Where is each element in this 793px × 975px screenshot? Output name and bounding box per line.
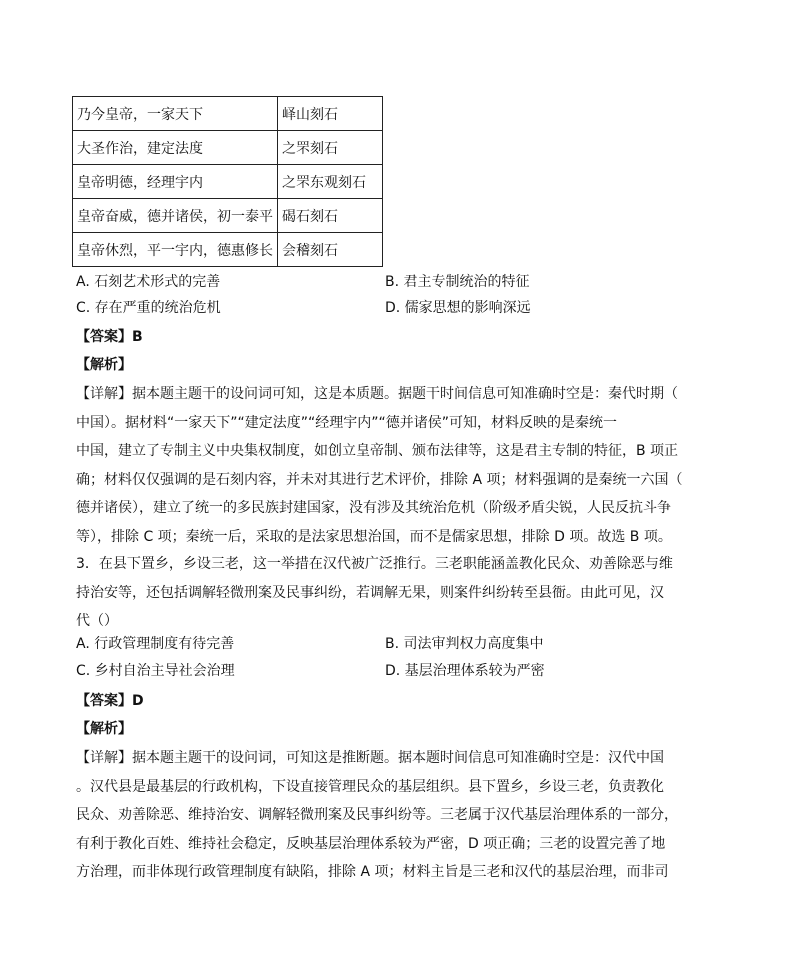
q2-detail-line: 确；材料仅仅强调的是石刻内容，并未对其进行艺术评价，排除 A 项；材料强调的是秦统一六国（ xyxy=(76,471,683,488)
table-cell-source: 会稽刻石 xyxy=(278,233,383,267)
table-cell-text: 皇帝奋威，德并诸侯，初一泰平 xyxy=(73,199,278,233)
q2-option-d: D. 儒家思想的影响深远 xyxy=(385,300,531,316)
q2-detail-line: 【详解】据本题主题干的设问词可知，这是本质题。据题干时间信息可知准确时空是：秦代时期（ xyxy=(76,386,678,402)
q3-option-c: C. 乡村自治主导社会治理 xyxy=(76,663,235,679)
q3-detail-paragraph xyxy=(76,744,676,887)
q2-option-b: B. 君主专制统治的特征 xyxy=(385,274,530,290)
q3-detail-line: 方治理，而非体现行政管理制度有缺陷，排除 A 项；材料主旨是三老和汉代的基层治理，而非司 xyxy=(76,864,669,880)
q3-option-b: B. 司法审判权力高度集中 xyxy=(385,636,544,652)
table-cell-text: 乃今皇帝，一家天下 xyxy=(73,97,278,131)
inscription-table xyxy=(72,96,383,267)
table-row xyxy=(73,131,383,165)
q3-detail-line: 。汉代县是最基层的行政机构，下设直接管理民众的基层组织。县下置乡，乡设三老，负责教化 xyxy=(76,778,664,795)
q3-stem-line: 3．在县下置乡，乡设三老，这一举措在汉代被广泛推行。三老职能涵盖教化民众、劝善除恶与维 xyxy=(76,556,673,572)
q2-answer-label: 【答案】B xyxy=(76,329,143,345)
q3-detail-line: 【详解】据本题主题干的设问词，可知这是推断题。据本题时间信息可知准确时空是：汉代中国 xyxy=(76,750,664,766)
table-cell-source: 峄山刻石 xyxy=(278,97,383,131)
table-cell-source: 之罘东观刻石 xyxy=(278,165,383,199)
table-cell-text: 皇帝明德，经理宇内 xyxy=(73,165,278,199)
q2-option-a: A. 石刻艺术形式的完善 xyxy=(76,274,221,290)
q3-stem-line: 持治安等，还包括调解轻微刑案及民事纠纷，若调解无果，则案件纠纷转至县衙。由此可见，汉 xyxy=(76,584,664,601)
q3-option-a: A. 行政管理制度有待完善 xyxy=(76,636,235,652)
q3-analysis-label: 【解析】 xyxy=(76,721,132,737)
q2-detail-line: 中国）。据材料“一家天下”“建定法度”“经理宇内”“德并诸侯”可知，材料反映的是秦统一 xyxy=(76,414,618,431)
table-row xyxy=(73,199,383,233)
table-cell-source: 碣石刻石 xyxy=(278,199,383,233)
q3-detail-line: 有利于教化百姓、维持社会稳定，反映基层治理体系较为严密，D 项正确；三老的设置完善了地 xyxy=(76,835,666,852)
q2-detail-line: 中国，建立了专制主义中央集权制度，如创立皇帝制、颁布法律等，这是君主专制的特征，B 项正 xyxy=(76,443,679,459)
table-cell-text: 大圣作治，建定法度 xyxy=(73,131,278,165)
table-cell-text: 皇帝休烈，平一宇内，德惠修长 xyxy=(73,233,278,267)
q2-analysis-label: 【解析】 xyxy=(76,357,132,373)
q3-stem-line: 代（） xyxy=(76,613,118,629)
q2-detail-line: 德并诸侯），建立了统一的多民族封建国家，没有涉及其统治危机（阶级矛盾尖锐，人民反抗斗争 xyxy=(76,500,671,516)
table-cell-source: 之罘刻石 xyxy=(278,131,383,165)
table-row xyxy=(73,97,383,131)
q2-detail-paragraph xyxy=(76,380,683,551)
q3-stem xyxy=(76,550,676,636)
table-row xyxy=(73,165,383,199)
q3-detail-line: 民众、劝善除恶、维持治安、调解轻微刑案及民事纠纷等。三老属于汉代基层治理体系的一部分， xyxy=(76,807,678,823)
q2-detail-line: 等），排除 C 项；秦统一后，采取的是法家思想治国，而不是儒家思想，排除 D 项。故选 B 项。 xyxy=(76,528,672,545)
q2-option-c: C. 存在严重的统治危机 xyxy=(76,300,221,316)
table-row xyxy=(73,233,383,267)
q3-answer-label: 【答案】D xyxy=(76,693,144,709)
q3-option-d: D. 基层治理体系较为严密 xyxy=(385,663,545,679)
